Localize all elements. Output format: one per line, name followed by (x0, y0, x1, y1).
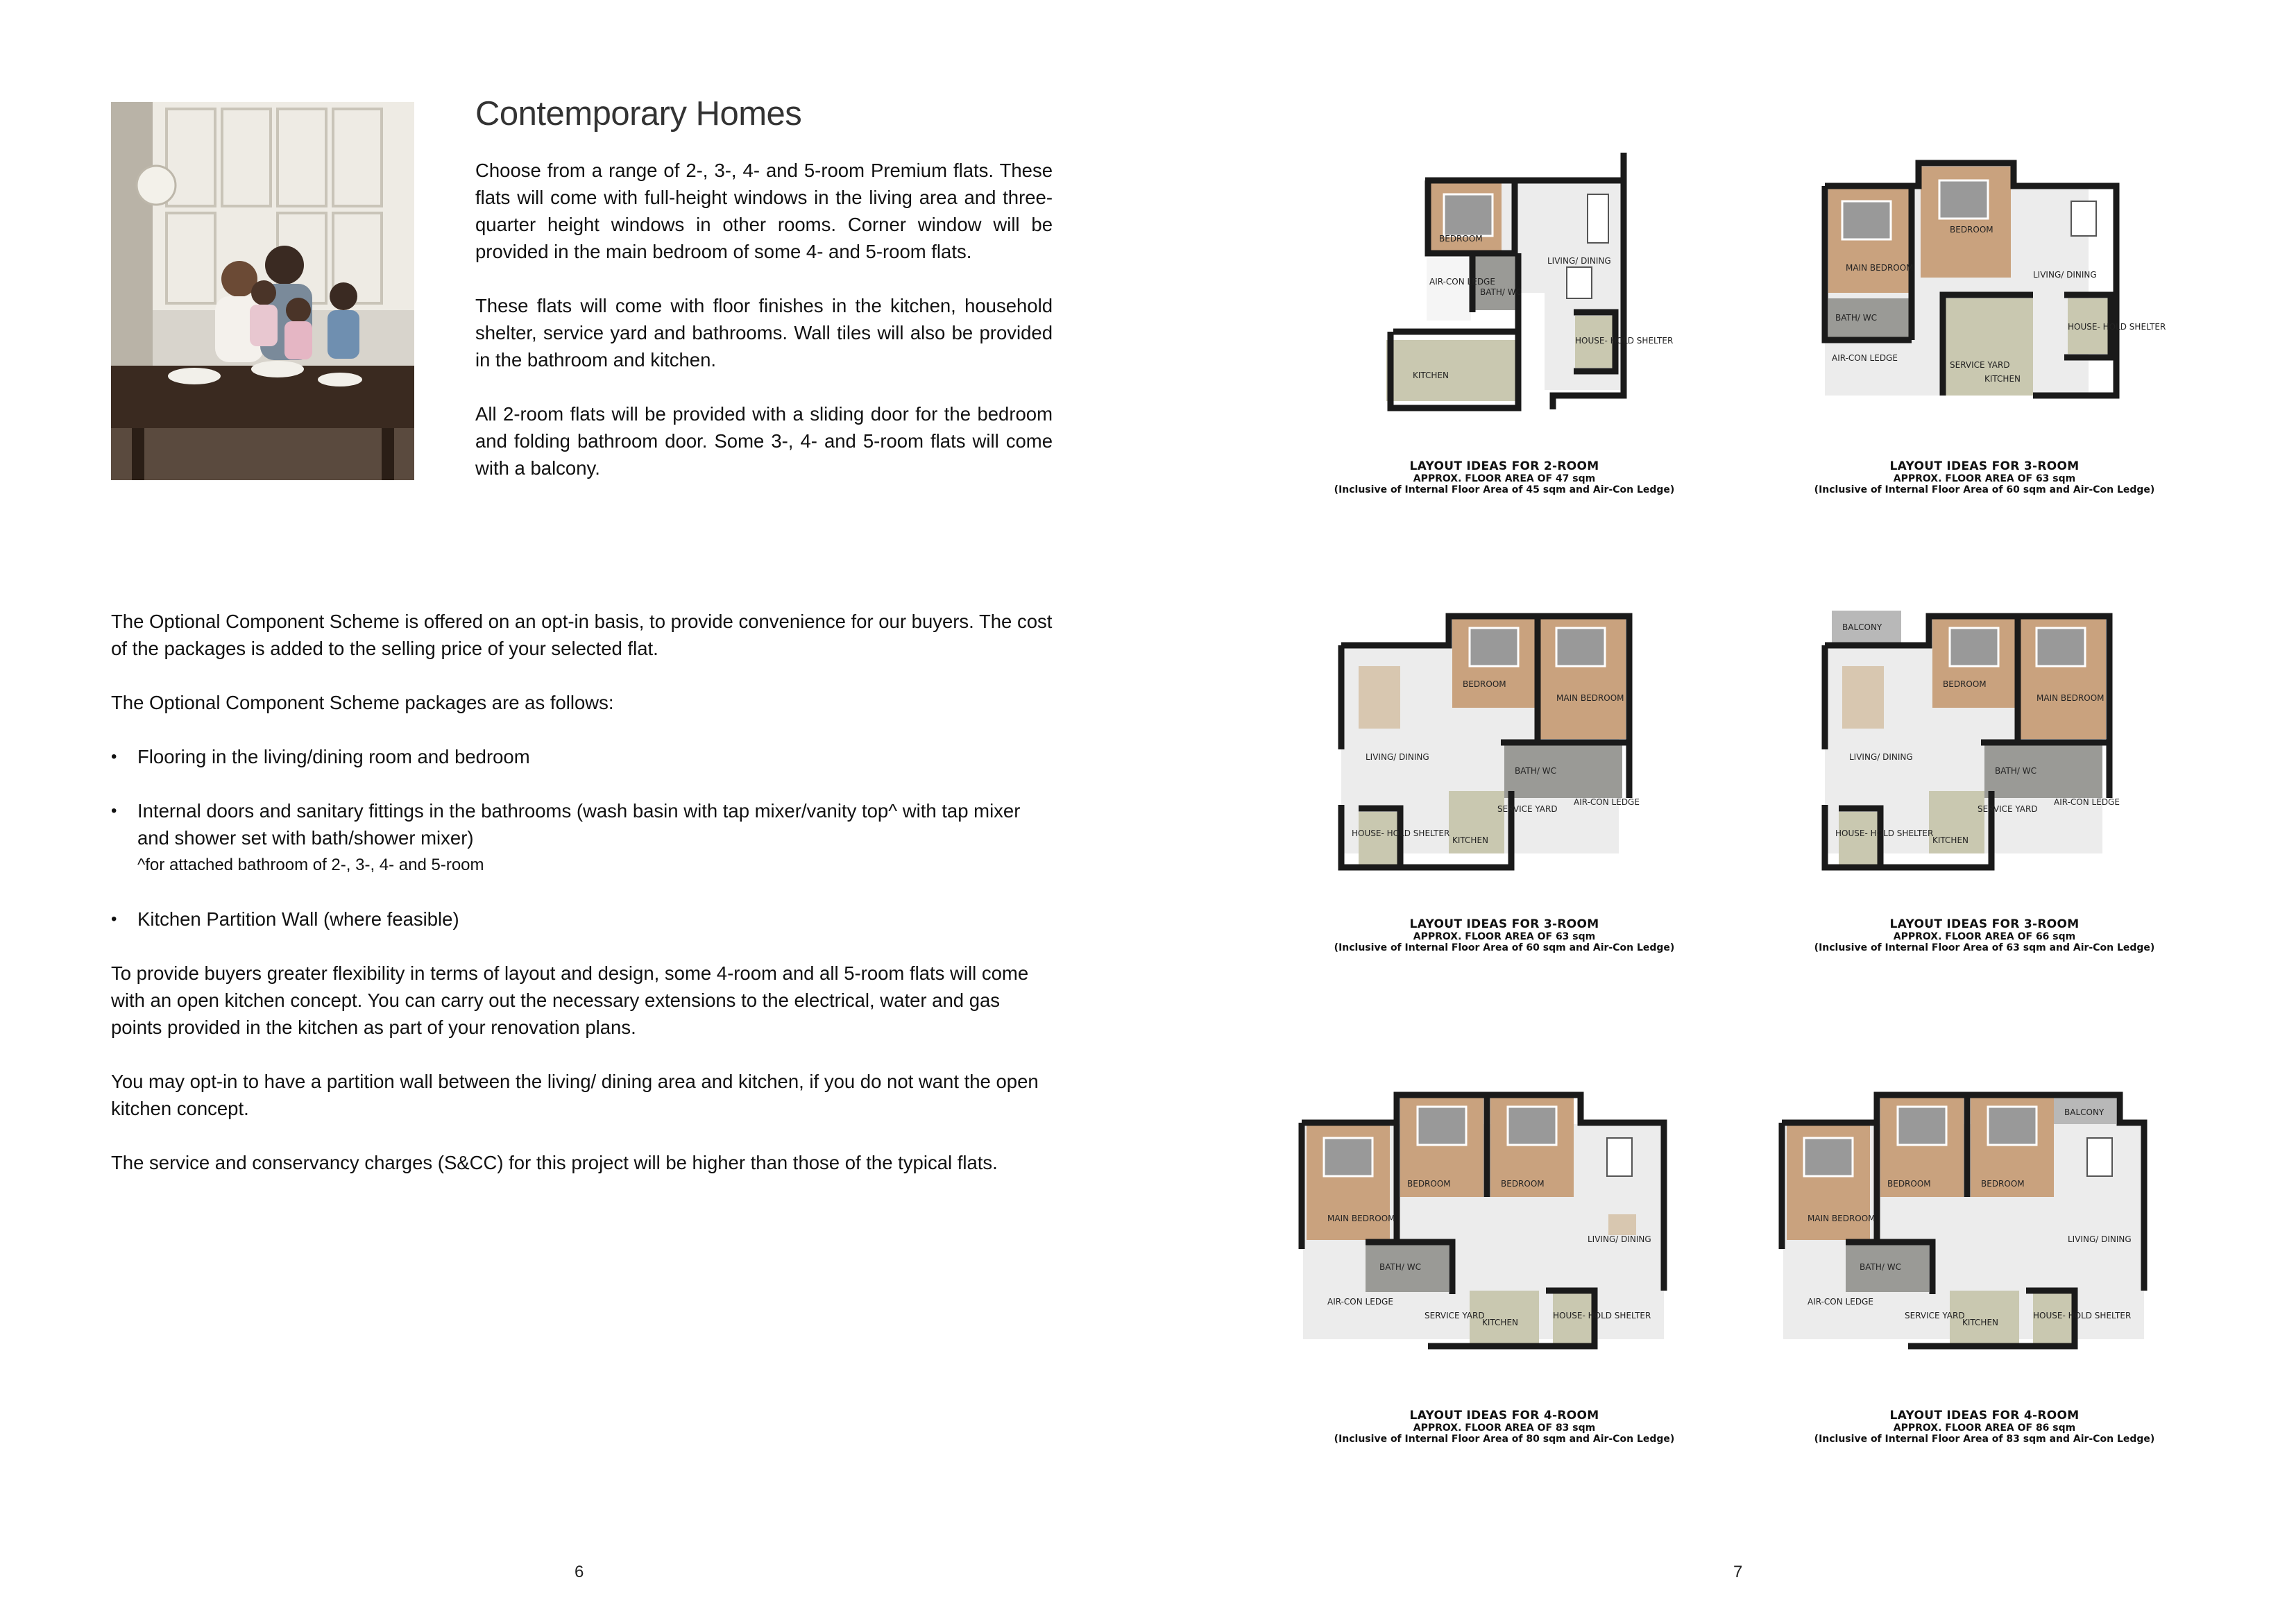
plan-title: LAYOUT IDEAS FOR 3-ROOM (1889, 459, 2080, 473)
package-note: ^for attached bathroom of 2-, 3-, 4- and 5-room (137, 856, 484, 874)
room-label: KITCHEN (1482, 1318, 1518, 1327)
room-label: BEDROOM (1501, 1179, 1545, 1189)
room-label: KITCHEN (1932, 835, 1968, 845)
room-label: BATH/ WC (1379, 1262, 1421, 1272)
room-label: AIR-CON LEDGE (1327, 1297, 1393, 1307)
room-label: MAIN BEDROOM (2036, 693, 2104, 703)
floor-plan-drawing (1742, 1082, 2227, 1409)
room-label: BEDROOM (1463, 679, 1506, 689)
room-label: AIR-CON LEDGE (2054, 797, 2120, 807)
family-photo (111, 102, 414, 480)
list-item (111, 797, 1053, 878)
room-label: MAIN BEDROOM (1846, 263, 1914, 273)
plan-area: APPROX. FLOOR AREA OF 63 sqm (1413, 931, 1596, 942)
room-label: BEDROOM (1407, 1179, 1451, 1189)
room-label: LIVING/ DINING (1547, 256, 1611, 266)
intro-paragraph: These flats will come with floor finishes in the kitchen, household shelter, service yard and bathrooms. Wall tiles will also be provided in the bathroom and kitchen. (475, 295, 1053, 371)
plan-area: APPROX. FLOOR AREA OF 86 sqm (1893, 1422, 2076, 1434)
room-label: SERVICE YARD (1950, 360, 2010, 370)
floor-plan-drawing (1261, 597, 1747, 916)
list-item (111, 906, 1053, 933)
page-number-left: 6 (575, 1563, 584, 1581)
room-label: AIR-CON LEDGE (1832, 353, 1898, 363)
plan-note: (Inclusive of Internal Floor Area of 63 sqm and Air-Con Ledge) (1814, 942, 2155, 953)
package-text: Internal doors and sanitary fittings in the bathrooms (wash basin with tap mixer/vanity top^ with tap mixer and shower set with bath/shower mixer) (137, 800, 1021, 849)
plan-note: (Inclusive of Internal Floor Area of 60 sqm and Air-Con Ledge) (1814, 484, 2155, 495)
closing-paragraph: To provide buyers greater flexibility in terms of layout and design, some 4-room and all 5-room flats will come with an open kitchen concept. You can carry out the necessary extensions to the electrical, water and gas points provided in the kitchen as part of your renovation plans. (111, 962, 1029, 1038)
intro-text (475, 157, 1053, 509)
room-label: SERVICE YARD (1978, 804, 2038, 814)
room-label: MAIN BEDROOM (1808, 1214, 1876, 1223)
room-label: LIVING/ DINING (2033, 270, 2097, 280)
floor-plan-drawing (1742, 139, 2227, 458)
packages-list (111, 743, 1053, 933)
floor-plan-3-room-a (1742, 139, 2227, 495)
optional-component-scheme (111, 608, 1053, 1203)
room-label: BATH/ WC (1480, 287, 1522, 297)
room-label: HOUSE- HOLD SHELTER (1835, 829, 1934, 838)
room-label: LIVING/ DINING (1849, 752, 1913, 762)
intro-paragraph: All 2-room flats will be provided with a sliding door for the bedroom and folding bathroom door. Some 3-, 4- and 5-room flats will come with a balcony. (475, 403, 1053, 479)
plan-title: LAYOUT IDEAS FOR 3-ROOM (1889, 917, 2080, 931)
room-label: BEDROOM (1439, 234, 1483, 244)
room-label: BEDROOM (1887, 1179, 1931, 1189)
room-label: BATH/ WC (1835, 313, 1877, 323)
room-label: MAIN BEDROOM (1327, 1214, 1395, 1223)
plan-title: LAYOUT IDEAS FOR 2-ROOM (1409, 459, 1599, 473)
floor-plan-4-room-a (1261, 1082, 1747, 1445)
room-label: BEDROOM (1950, 225, 1993, 235)
room-label: BALCONY (2064, 1107, 2104, 1117)
room-label: HOUSE- HOLD SHELTER (1575, 336, 1674, 346)
room-label: BALCONY (1842, 622, 1882, 632)
room-label: BATH/ WC (1995, 766, 2036, 776)
plan-note: (Inclusive of Internal Floor Area of 83 sqm and Air-Con Ledge) (1814, 1434, 2155, 1445)
floor-plan-2-room (1261, 139, 1747, 495)
room-label: BATH/ WC (1860, 1262, 1901, 1272)
plan-area: APPROX. FLOOR AREA OF 83 sqm (1413, 1422, 1596, 1434)
floor-plan-3-room-b (1261, 597, 1747, 953)
room-label: LIVING/ DINING (1366, 752, 1429, 762)
package-text: Flooring in the living/dining room and bedroom (137, 746, 530, 767)
floor-plan-3-room-c (1742, 597, 2227, 953)
floor-plan-drawing (1742, 597, 2227, 916)
plan-title: LAYOUT IDEAS FOR 4-ROOM (1889, 1409, 2080, 1422)
room-label: KITCHEN (1413, 371, 1449, 380)
room-label: HOUSE- HOLD SHELTER (1352, 829, 1450, 838)
scheme-intro: The Optional Component Scheme is offered on an opt-in basis, to provide convenience for our buyers. The cost of the packages is added to the selling price of your selected flat. (111, 611, 1053, 659)
room-label: KITCHEN (1962, 1318, 1998, 1327)
floor-plan-drawing (1261, 139, 1747, 458)
room-label: BATH/ WC (1515, 766, 1556, 776)
room-label: HOUSE- HOLD SHELTER (1553, 1311, 1651, 1320)
room-label: HOUSE- HOLD SHELTER (2033, 1311, 2132, 1320)
list-item (111, 743, 1053, 770)
plan-title: LAYOUT IDEAS FOR 3-ROOM (1409, 917, 1599, 931)
room-label: AIR-CON LEDGE (1574, 797, 1640, 807)
floor-plan-drawing (1261, 1082, 1747, 1409)
closing-paragraph: The service and conservancy charges (S&CC) for this project will be higher than those of the typical flats. (111, 1152, 998, 1173)
room-label: SERVICE YARD (1425, 1311, 1485, 1320)
intro-paragraph: Choose from a range of 2-, 3-, 4- and 5-room Premium flats. These flats will come with full-height windows in the living area and three-quarter height windows in other rooms. Corner window will be provided in the main bedroom of some 4- and 5-room flats. (475, 160, 1053, 262)
floor-plan-4-room-b (1742, 1082, 2227, 1445)
room-label: HOUSE- HOLD SHELTER (2068, 322, 2166, 332)
plan-area: APPROX. FLOOR AREA OF 66 sqm (1893, 931, 2076, 942)
plan-note: (Inclusive of Internal Floor Area of 80 sqm and Air-Con Ledge) (1334, 1434, 1675, 1445)
plan-area: APPROX. FLOOR AREA OF 63 sqm (1893, 473, 2076, 484)
closing-paragraph: You may opt-in to have a partition wall between the living/ dining area and kitchen, if you do not want the open kitchen concept. (111, 1071, 1039, 1119)
room-label: SERVICE YARD (1497, 804, 1558, 814)
plan-title: LAYOUT IDEAS FOR 4-ROOM (1409, 1409, 1599, 1422)
room-label: LIVING/ DINING (2068, 1234, 2132, 1244)
packages-heading: The Optional Component Scheme packages are as follows: (111, 692, 614, 713)
room-label: SERVICE YARD (1905, 1311, 1965, 1320)
room-label: KITCHEN (1452, 835, 1488, 845)
plan-note: (Inclusive of Internal Floor Area of 45 sqm and Air-Con Ledge) (1334, 484, 1675, 495)
page-number-right: 7 (1733, 1563, 1743, 1581)
room-label: AIR-CON LEDGE (1808, 1297, 1873, 1307)
room-label: MAIN BEDROOM (1556, 693, 1624, 703)
room-label: LIVING/ DINING (1588, 1234, 1651, 1244)
room-label: BEDROOM (1981, 1179, 2025, 1189)
page-title: Contemporary Homes (475, 95, 802, 133)
package-text: Kitchen Partition Wall (where feasible) (137, 908, 459, 930)
plan-area: APPROX. FLOOR AREA OF 47 sqm (1413, 473, 1596, 484)
room-label: AIR-CON LEDGE (1429, 277, 1495, 287)
plan-note: (Inclusive of Internal Floor Area of 60 sqm and Air-Con Ledge) (1334, 942, 1675, 953)
room-label: KITCHEN (1984, 374, 2021, 384)
room-label: BEDROOM (1943, 679, 1987, 689)
